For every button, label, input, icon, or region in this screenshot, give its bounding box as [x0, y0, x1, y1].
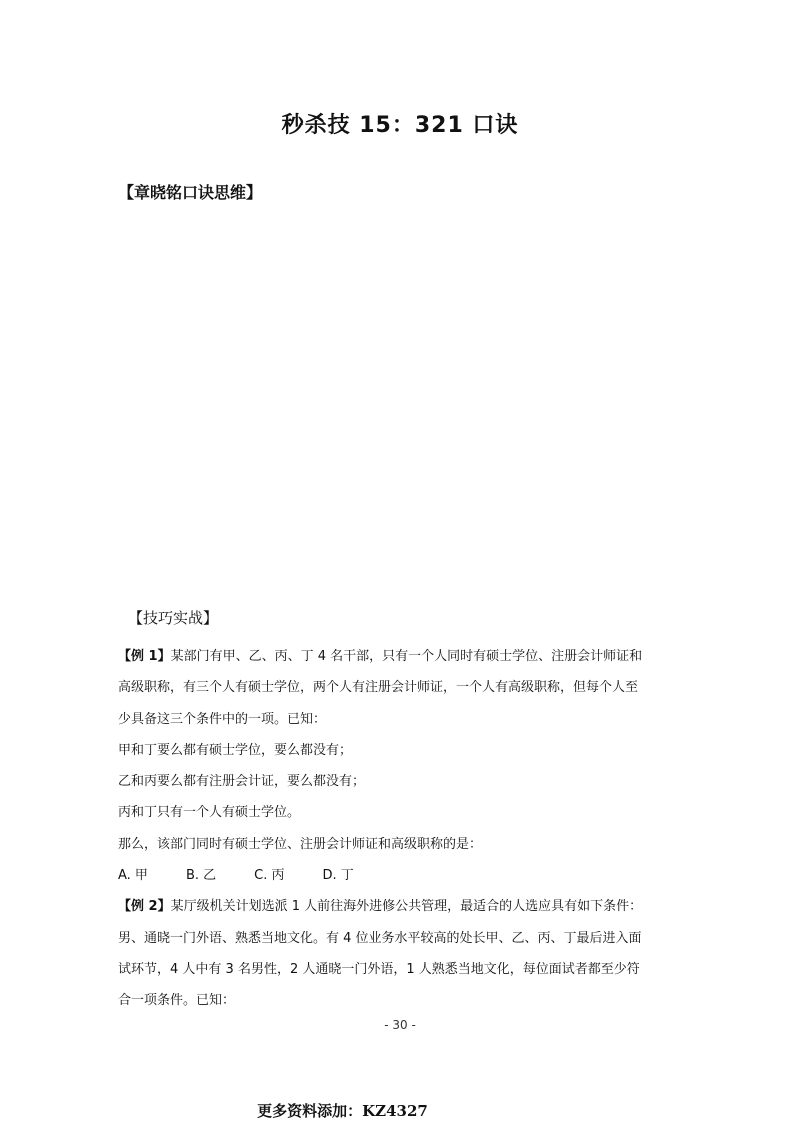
example2-text: 某厅级机关计划选派 1 人前往海外进修公共管理，最适合的人选应具有如下条件： — [170, 899, 643, 915]
example2-line: 合一项条件。已知： — [118, 993, 236, 1009]
section-heading-practice: 【技巧实战】 — [128, 609, 219, 627]
example1-line: 高级职称，有三个人有硕士学位，两个人有注册会计师证，一个人有高级职称，但每个人至 — [118, 680, 639, 696]
page-number: - 30 - — [384, 1018, 416, 1032]
example2-line: 试环节，4 人中有 3 名男性，2 人通晓一门外语，1 人熟悉当地文化，每位面试者都至少符 — [118, 961, 640, 977]
option-b: B. 乙 — [185, 868, 217, 884]
example2-line — [118, 895, 690, 926]
option-d: D. 丁 — [322, 868, 354, 884]
example1-condition: 乙和丙要么都有注册会计证，要么都没有； — [118, 774, 366, 790]
blank-content-area — [118, 210, 678, 595]
option-a: A. 甲 — [118, 868, 148, 884]
example1-condition: 丙和丁只有一个人有硕士学位。 — [118, 805, 301, 821]
example1-label: 【例 1】 — [118, 649, 171, 664]
example1-condition: 甲和丁要么都有硕士学位，要么都没有； — [118, 742, 353, 758]
section-heading-thinking: 【章晓铭口诀思维】 — [118, 183, 263, 202]
option-c: C. 丙 — [254, 868, 285, 884]
example2-line: 男、通晓一门外语、熟悉当地文化。有 4 位业务水平较高的处长甲、乙、丙、丁最后进入面 — [118, 930, 642, 946]
document-body — [118, 645, 690, 1021]
example1-line — [118, 645, 690, 676]
example2-label: 【例 2】 — [118, 899, 171, 915]
footer-watermark: 更多资料添加：KZ4327 — [257, 1102, 428, 1120]
example1-line: 少具备这三个条件中的一项。已知： — [118, 711, 327, 727]
example1-question: 那么，该部门同时有硕士学位、注册会计师证和高级职称的是： — [118, 836, 483, 852]
example1-options — [118, 864, 690, 895]
page-title: 秒杀技 15：321 口诀 — [281, 113, 519, 138]
example1-text: 某部门有甲、乙、丙、丁 4 名干部，只有一个人同时有硕士学位、注册会计师证和 — [170, 649, 643, 664]
